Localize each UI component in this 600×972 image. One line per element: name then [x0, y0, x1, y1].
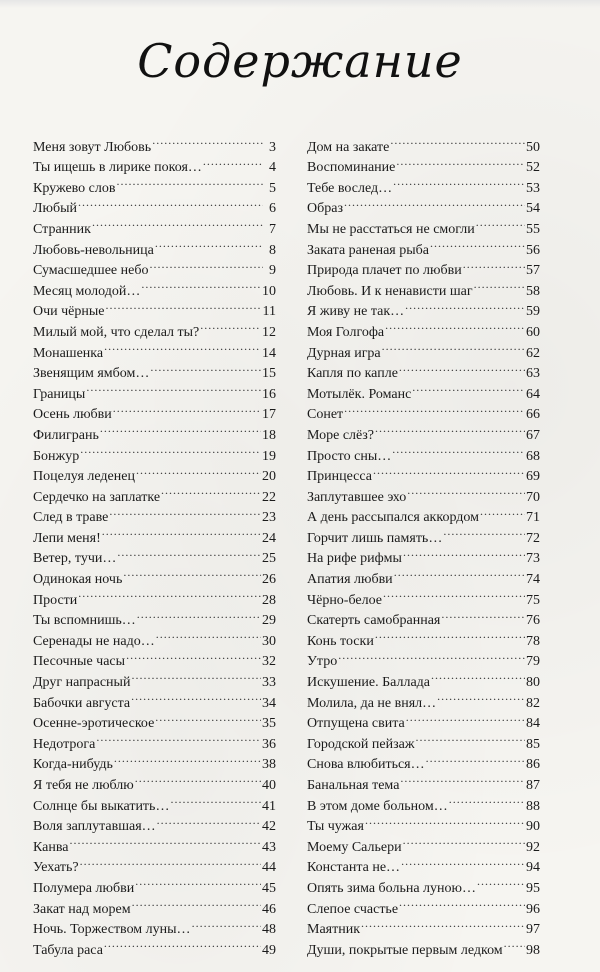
toc-entry-title: Мы не расстаться не смогли — [307, 221, 475, 237]
dot-leader — [443, 521, 525, 542]
dot-leader — [480, 501, 525, 522]
dot-leader — [373, 460, 525, 481]
toc-entry-page-number: 23 — [262, 510, 276, 526]
toc-entry-title: Искушение. Баллада — [307, 675, 431, 691]
toc-entry-page-number: 43 — [262, 839, 276, 855]
toc-entry-page-number: 58 — [526, 283, 540, 299]
toc-entry-page-number: 69 — [526, 469, 540, 485]
dot-leader — [412, 377, 525, 398]
dot-leader — [123, 562, 261, 583]
toc-entry-title: Осенне-эротическое — [33, 716, 155, 732]
toc-entry-page-number: 9 — [269, 263, 276, 279]
toc-entry-page-number: 56 — [526, 242, 540, 258]
toc-entry-page-number: 34 — [262, 695, 276, 711]
toc-entry-page-number: 48 — [262, 922, 276, 938]
toc-column-right — [307, 130, 540, 958]
toc-entry-title: Очи чёрные — [33, 304, 105, 320]
toc-entry-title: Конь тоски — [307, 633, 374, 649]
toc-entry-title: Моему Сальери — [307, 839, 402, 855]
toc-entry-title: Милый мой, что сделал ты? — [33, 324, 200, 340]
toc-entry-page-number: 17 — [262, 407, 276, 423]
toc-entry-page-number: 19 — [262, 448, 276, 464]
toc-entry-page-number: 76 — [526, 613, 540, 629]
dot-leader — [405, 295, 525, 316]
toc-entry-page-number: 67 — [526, 427, 540, 443]
toc-entry-title: Молила, да не внял… — [307, 695, 437, 711]
toc-entry-page-number: 42 — [262, 819, 276, 835]
dot-leader — [157, 810, 261, 831]
dot-leader — [96, 727, 261, 748]
dot-leader — [152, 130, 263, 151]
toc-entry-title: Любовь. И к ненависти шаг — [307, 283, 473, 299]
toc-entry-title: Чёрно-белое — [307, 592, 382, 608]
dot-leader — [400, 768, 525, 789]
toc-entry-page-number: 30 — [262, 633, 276, 649]
toc-entry-title: На рифе рифмы — [307, 551, 402, 567]
toc-entry-page-number: 71 — [526, 510, 540, 526]
toc-entry-page-number: 10 — [262, 283, 276, 299]
toc-entry-page-number: 12 — [262, 324, 276, 340]
toc-entry-page-number: 40 — [262, 778, 276, 793]
toc-entry-title: В этом доме больном… — [307, 798, 448, 814]
toc-entry-page-number: 11 — [262, 304, 276, 320]
dot-leader — [117, 171, 264, 192]
dot-leader — [375, 418, 525, 439]
toc-entry-title: Ты ищешь в лирике покоя… — [33, 160, 202, 176]
dot-leader — [431, 665, 525, 686]
toc-entry-page-number: 78 — [526, 633, 540, 649]
toc-entry-page-number: 49 — [262, 942, 276, 958]
toc-entry-title: Одинокая ночь — [33, 572, 123, 588]
toc-entry-page-number: 79 — [526, 654, 540, 670]
toc-entry-page-number: 90 — [526, 819, 540, 835]
toc-entry-page-number: 59 — [526, 304, 540, 320]
toc-entry-title: Песочные часы — [33, 654, 126, 670]
toc-entry-page-number: 8 — [269, 242, 276, 258]
dot-leader — [200, 315, 261, 336]
toc-entry-page-number: 94 — [526, 860, 540, 876]
dot-leader — [131, 686, 261, 707]
dot-leader — [80, 851, 261, 872]
toc-entry-page-number: 14 — [262, 345, 276, 361]
dot-leader — [396, 151, 525, 172]
dot-leader — [137, 604, 261, 625]
dot-leader — [104, 933, 261, 954]
toc-entry-title: Мотылёк. Романс — [307, 386, 412, 402]
dot-leader — [449, 789, 525, 810]
toc-entry-title: Осень любви — [33, 407, 112, 423]
toc-entry — [307, 665, 540, 691]
toc-entry-page-number: 44 — [262, 860, 276, 876]
dot-leader — [365, 810, 525, 831]
toc-entry-title: Снова влюбиться… — [307, 757, 425, 773]
toc-entry-title: Монашенка — [33, 345, 104, 361]
toc-entry-page-number: 45 — [262, 880, 276, 896]
dot-leader — [80, 439, 261, 460]
toc-entry-title: Филигрань — [33, 427, 99, 443]
toc-entry-page-number: 7 — [269, 221, 276, 237]
dot-leader — [155, 233, 263, 254]
toc-entry-page-number: 26 — [262, 572, 276, 588]
dot-leader — [92, 212, 263, 233]
toc-entry-page-number: 46 — [262, 901, 276, 917]
toc-entry-page-number: 73 — [526, 551, 540, 567]
toc-entry-page-number: 52 — [526, 160, 540, 176]
dot-leader — [392, 439, 525, 460]
toc-entry-title: Моя Голгофа — [307, 324, 385, 340]
dot-leader — [170, 789, 261, 810]
toc-entry — [33, 130, 276, 155]
toc-entry-title: Ты чужая — [307, 819, 364, 835]
dot-leader — [192, 913, 261, 934]
toc-entry-title: Границы — [33, 386, 86, 402]
toc-entry-title: Банальная тема — [307, 778, 400, 793]
dot-leader — [150, 357, 261, 378]
toc-entry-page-number: 16 — [262, 386, 276, 402]
dot-leader — [403, 542, 525, 563]
toc-entry-page-number: 25 — [262, 551, 276, 567]
toc-entry-title: Солнце бы выкатить… — [33, 798, 170, 814]
dot-leader — [463, 254, 525, 275]
toc-entry-page-number: 98 — [526, 942, 540, 958]
toc-entry-title: Друг напрасный — [33, 675, 131, 691]
dot-leader — [78, 192, 263, 213]
toc-entry-title: Табула раса — [33, 942, 103, 958]
toc-entry-page-number: 85 — [526, 736, 540, 752]
toc-entry-page-number: 60 — [526, 324, 540, 340]
dot-leader — [437, 686, 525, 707]
dot-leader — [399, 892, 525, 913]
toc-entry-title: Дом на закате — [307, 139, 390, 155]
toc-entry-title: Опять зима больна луною… — [307, 880, 476, 896]
toc-entry-page-number: 75 — [526, 592, 540, 608]
toc-entry-title: Капля по капле — [307, 366, 398, 382]
dot-leader — [155, 707, 261, 728]
dot-leader — [383, 583, 525, 604]
toc-column-left — [33, 130, 276, 958]
toc-entry-page-number: 36 — [262, 736, 276, 752]
dot-leader — [426, 748, 525, 769]
toc-entry-title: Полумера любви — [33, 880, 135, 896]
toc-entry-page-number: 95 — [526, 880, 540, 896]
toc-entry-title: Ты вспомнишь… — [33, 613, 136, 629]
toc-entry-title: Утро — [307, 654, 338, 670]
toc-entry-page-number: 88 — [526, 798, 540, 814]
dot-leader — [390, 130, 525, 151]
dot-leader — [136, 460, 261, 481]
toc-entry-page-number: 66 — [526, 407, 540, 423]
toc-entry-page-number: 80 — [526, 675, 540, 691]
dot-leader — [338, 645, 525, 666]
dot-leader — [132, 892, 261, 913]
toc-entry-page-number: 74 — [526, 572, 540, 588]
toc-entry-title: Константа не… — [307, 860, 401, 876]
toc-entry-page-number: 15 — [262, 366, 276, 382]
dot-leader — [78, 583, 261, 604]
dot-leader — [156, 624, 261, 645]
toc-entry-page-number: 62 — [526, 345, 540, 361]
dot-leader — [114, 748, 261, 769]
toc-entry-page-number: 70 — [526, 489, 540, 505]
dot-leader — [474, 274, 525, 295]
dot-leader — [403, 830, 525, 851]
toc-entry-page-number: 32 — [262, 654, 276, 670]
toc-entry-page-number: 68 — [526, 448, 540, 464]
toc-entry-page-number: 96 — [526, 901, 540, 917]
toc-entry-title: Сонет — [307, 407, 344, 423]
toc-entry-page-number: 35 — [262, 716, 276, 732]
toc-entry-page-number: 28 — [262, 592, 276, 608]
toc-entry-title: Звенящим ямбом… — [33, 366, 150, 382]
dot-leader — [70, 830, 262, 851]
toc-entry-page-number: 29 — [262, 613, 276, 629]
toc-entry-title: Поцелуя леденец — [33, 469, 135, 485]
toc-entry-title: Образ — [307, 201, 343, 217]
toc-entry-page-number: 86 — [526, 757, 540, 773]
toc-entry-title: Апатия любви — [307, 572, 393, 588]
toc-entry-title: Серенады не надо… — [33, 633, 155, 649]
toc-entry — [33, 830, 276, 855]
toc-entry-title: Закат над морем — [33, 901, 131, 917]
toc-entry-title: Заплутавшее эхо — [307, 489, 407, 505]
dot-leader — [109, 501, 261, 522]
toc-entry-title: Недотрога — [33, 736, 96, 752]
toc-entry-page-number: 3 — [269, 139, 276, 155]
toc-entry-title: Скатерть самобранная — [307, 613, 441, 629]
toc-entry-title: Горчит лишь память… — [307, 530, 443, 546]
dot-leader — [106, 295, 262, 316]
toc-entry-title: Я тебя не люблю — [33, 778, 134, 793]
toc-entry-page-number: 38 — [262, 757, 276, 773]
toc-entry-title: Уехать? — [33, 860, 79, 876]
toc-entry-title: Кружево слов — [33, 180, 116, 196]
toc-entry-page-number: 50 — [526, 139, 540, 155]
dot-leader — [135, 871, 261, 892]
dot-leader — [393, 171, 525, 192]
dot-leader — [476, 212, 525, 233]
dot-leader — [102, 521, 261, 542]
toc-entry-page-number: 72 — [526, 530, 540, 546]
dot-leader — [385, 315, 525, 336]
dot-leader — [401, 851, 525, 872]
toc-entry — [307, 130, 540, 155]
dot-leader — [161, 480, 261, 501]
toc-entry-title: Просто сны… — [307, 448, 392, 464]
toc-entry-title: Канва — [33, 839, 69, 855]
dot-leader — [141, 274, 261, 295]
toc-entry-page-number: 87 — [526, 778, 540, 793]
toc-entry-title: Ночь. Торжеством луны… — [33, 922, 191, 938]
dot-leader — [104, 336, 261, 357]
dot-leader — [375, 624, 525, 645]
toc-entry-title: Отпущена свита — [307, 716, 405, 732]
toc-entry-title: Бабочки августа — [33, 695, 131, 711]
dot-leader — [135, 768, 261, 789]
toc-entry-page-number: 4 — [269, 160, 276, 176]
toc-entry-title: Городской пейзаж — [307, 736, 415, 752]
toc-entry-title: Воспоминание — [307, 160, 396, 176]
dot-leader — [407, 480, 525, 501]
toc-entry-page-number: 92 — [526, 839, 540, 855]
toc-entry-title: Сумасшедшее небо — [33, 263, 149, 279]
dot-leader — [361, 913, 525, 934]
toc-entry-page-number: 24 — [262, 530, 276, 546]
toc-entry-title: Лепи меня! — [33, 530, 101, 546]
toc-entry-page-number: 22 — [262, 489, 276, 505]
toc-entry-page-number: 57 — [526, 263, 540, 279]
toc-entry-title: Души, покрытые первым ледком — [307, 942, 503, 958]
toc-entry-title: Дурная игра — [307, 345, 381, 361]
toc-entry-title: Море слёз? — [307, 427, 374, 443]
toc-entry-title: Я живу не так… — [307, 304, 405, 320]
toc-entry-page-number: 54 — [526, 201, 540, 217]
dot-leader — [126, 645, 261, 666]
dot-leader — [399, 357, 525, 378]
toc-entry-title: Слепое счастье — [307, 901, 399, 917]
toc-entry-title: Природа плачет по любви — [307, 263, 462, 279]
toc-entry-title: Любовь-невольница — [33, 242, 154, 258]
dot-leader — [149, 254, 263, 275]
toc-entry-page-number: 33 — [262, 675, 276, 691]
page-top-edge — [0, 0, 600, 8]
toc-entry-title: Заката раненая рыба — [307, 242, 429, 258]
toc-entry-title: След в траве — [33, 510, 109, 526]
toc-entry-title: Ветер, тучи… — [33, 551, 117, 567]
toc-entry-title: Странник — [33, 221, 91, 237]
toc-entry-title: А день рассыпался аккордом — [307, 510, 479, 526]
toc-entry-title: Месяц молодой… — [33, 283, 141, 299]
dot-leader — [117, 542, 261, 563]
page-title: Содержание — [137, 34, 463, 88]
toc-entry-page-number: 64 — [526, 386, 540, 402]
toc-entry-page-number: 53 — [526, 180, 540, 196]
dot-leader — [406, 707, 525, 728]
dot-leader — [382, 336, 525, 357]
toc-entry-title: Прости — [33, 592, 78, 608]
dot-leader — [86, 377, 261, 398]
toc-entry-page-number: 84 — [526, 716, 540, 732]
toc-entry-page-number: 55 — [526, 221, 540, 237]
dot-leader — [430, 233, 525, 254]
toc-entry-title: Принцесса — [307, 469, 372, 485]
toc-entry-title: Меня зовут Любовь — [33, 139, 152, 155]
toc-entry-title: Любый — [33, 201, 77, 217]
toc-entry-title: Воля заплутавшая… — [33, 819, 156, 835]
toc-entry-title: Тебе вослед… — [307, 180, 393, 196]
toc-entry-page-number: 82 — [526, 695, 540, 711]
toc-entry-title: Когда-нибудь — [33, 757, 113, 773]
dot-leader — [203, 151, 263, 172]
dot-leader — [441, 604, 525, 625]
dot-leader — [504, 933, 525, 954]
dot-leader — [344, 398, 525, 419]
dot-leader — [131, 665, 261, 686]
toc-entry — [307, 645, 540, 670]
dot-leader — [113, 398, 261, 419]
toc-entry-page-number: 18 — [262, 427, 276, 443]
dot-leader — [394, 562, 525, 583]
toc-entry — [33, 851, 276, 876]
toc-entry-page-number: 6 — [269, 201, 276, 217]
toc-entry-page-number: 41 — [262, 798, 276, 814]
toc-entry-title: Маятник — [307, 922, 361, 938]
dot-leader — [100, 418, 261, 439]
dot-leader — [344, 192, 525, 213]
toc-entry-page-number: 5 — [269, 180, 276, 196]
dot-leader — [416, 727, 526, 748]
toc-entry-title: Сердечко на заплатке — [33, 489, 161, 505]
toc-entry-page-number: 97 — [526, 922, 540, 938]
toc-entry-page-number: 20 — [262, 469, 276, 485]
toc-entry-page-number: 63 — [526, 366, 540, 382]
dot-leader — [477, 871, 525, 892]
toc-entry-title: Бонжур — [33, 448, 80, 464]
